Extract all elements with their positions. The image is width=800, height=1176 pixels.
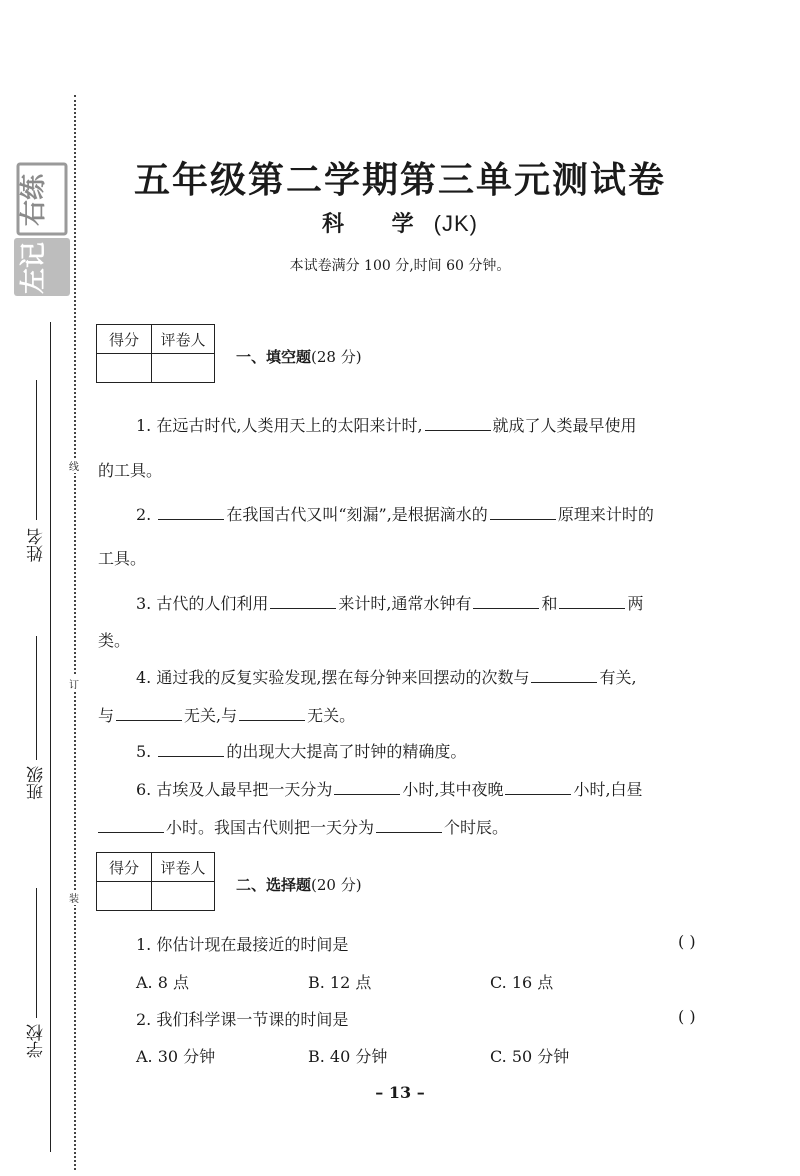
q4-line-cont: 与 无关,与 无关。 (98, 706, 356, 725)
page-number: – 13 – (375, 1083, 425, 1102)
q5-line: 5. 的出现大大提高了时钟的精确度。 (136, 742, 467, 761)
section-heading-choice: 二、选择题(20 分) (236, 876, 362, 894)
q1-line-cont: 的工具。 (98, 461, 163, 480)
score-label: 得分 (97, 853, 152, 882)
section-heading-fill: 一、填空题(28 分) (236, 348, 362, 366)
choice-q1-option-b[interactable]: B. 12 点 (308, 973, 372, 992)
answer-blank[interactable] (334, 780, 400, 795)
answer-blank[interactable] (531, 668, 597, 683)
score-label: 得分 (97, 325, 152, 354)
answer-blank[interactable] (473, 594, 539, 609)
binding-border-line (50, 322, 51, 1152)
class-label: 班级 (27, 766, 47, 800)
page-title: 五年级第二学期第三单元测试卷 (133, 159, 666, 201)
cut-mark-line: 线 (66, 458, 82, 473)
answer-blank[interactable] (376, 818, 442, 833)
exam-note: 本试卷满分 100 分,时间 60 分钟。 (289, 258, 511, 274)
q6-line-cont: 小时。我国古代则把一天分为 个时辰。 (98, 815, 508, 838)
svg-text:左记: 左记 (19, 241, 49, 295)
grader-cell[interactable] (152, 882, 215, 911)
q3-line-cont: 类。 (98, 631, 131, 650)
school-field-line[interactable] (36, 888, 37, 1018)
grader-label: 评卷人 (152, 325, 215, 354)
svg-text:右练: 右练 (19, 173, 49, 227)
answer-blank[interactable] (425, 416, 491, 431)
subject-title (0, 207, 800, 238)
choice-q1-answer[interactable]: ( ) (678, 932, 696, 951)
answer-blank[interactable] (270, 594, 336, 609)
q6-line: 6. 古埃及人最早把一天分为 小时,其中夜晚 小时,白昼 (136, 780, 643, 799)
subject-code: (JK) (433, 211, 478, 236)
q2-line: 2. 在我国古代又叫“刻漏”,是根据滴水的 原理来计时的 (136, 505, 654, 524)
choice-q2-option-b[interactable]: B. 40 分钟 (308, 1047, 388, 1066)
choice-q2-option-c[interactable]: C. 50 分钟 (490, 1047, 570, 1066)
choice-q2-option-a[interactable]: A. 30 分钟 (136, 1047, 216, 1066)
q4-line: 4. 通过我的反复实验发现,摆在每分钟来回摆动的次数与 有关, (136, 668, 637, 687)
answer-blank[interactable] (116, 706, 182, 721)
score-cell[interactable] (97, 882, 152, 911)
choice-q2-stem: 2. 我们科学课一节课的时间是 (136, 1010, 349, 1029)
grader-cell[interactable] (152, 354, 215, 383)
class-field-line[interactable] (36, 636, 37, 760)
name-field-line[interactable] (36, 380, 37, 520)
grader-label: 评卷人 (152, 853, 215, 882)
answer-blank[interactable] (239, 706, 305, 721)
answer-blank[interactable] (158, 505, 224, 520)
choice-q2-answer[interactable]: ( ) (678, 1007, 696, 1026)
answer-blank[interactable] (158, 742, 224, 757)
answer-blank[interactable] (490, 505, 556, 520)
answer-blank[interactable] (98, 818, 164, 833)
cut-mark-pack: 装 (66, 890, 82, 905)
school-label: 学校 (27, 1024, 47, 1058)
choice-q1-stem: 1. 你估计现在最接近的时间是 (136, 935, 349, 954)
choice-q1-option-a[interactable]: A. 8 点 (136, 973, 189, 992)
score-box-1 (96, 324, 215, 383)
cut-mark-bind: 订 (66, 676, 82, 691)
answer-blank[interactable] (559, 594, 625, 609)
answer-blank[interactable] (505, 780, 571, 795)
q2-line-cont: 工具。 (98, 549, 147, 568)
q1-line: 1. 在远古时代,人类用天上的太阳来计时, 就成了人类最早使用 (136, 416, 637, 435)
score-box-2 (96, 852, 215, 911)
q3-line: 3. 古代的人们利用 来计时,通常水钟有 和 两 (136, 594, 644, 613)
score-cell[interactable] (97, 354, 152, 383)
name-label: 姓名 (27, 528, 47, 562)
subject-name: 科 学 (322, 211, 434, 237)
choice-q1-option-c[interactable]: C. 16 点 (490, 973, 554, 992)
